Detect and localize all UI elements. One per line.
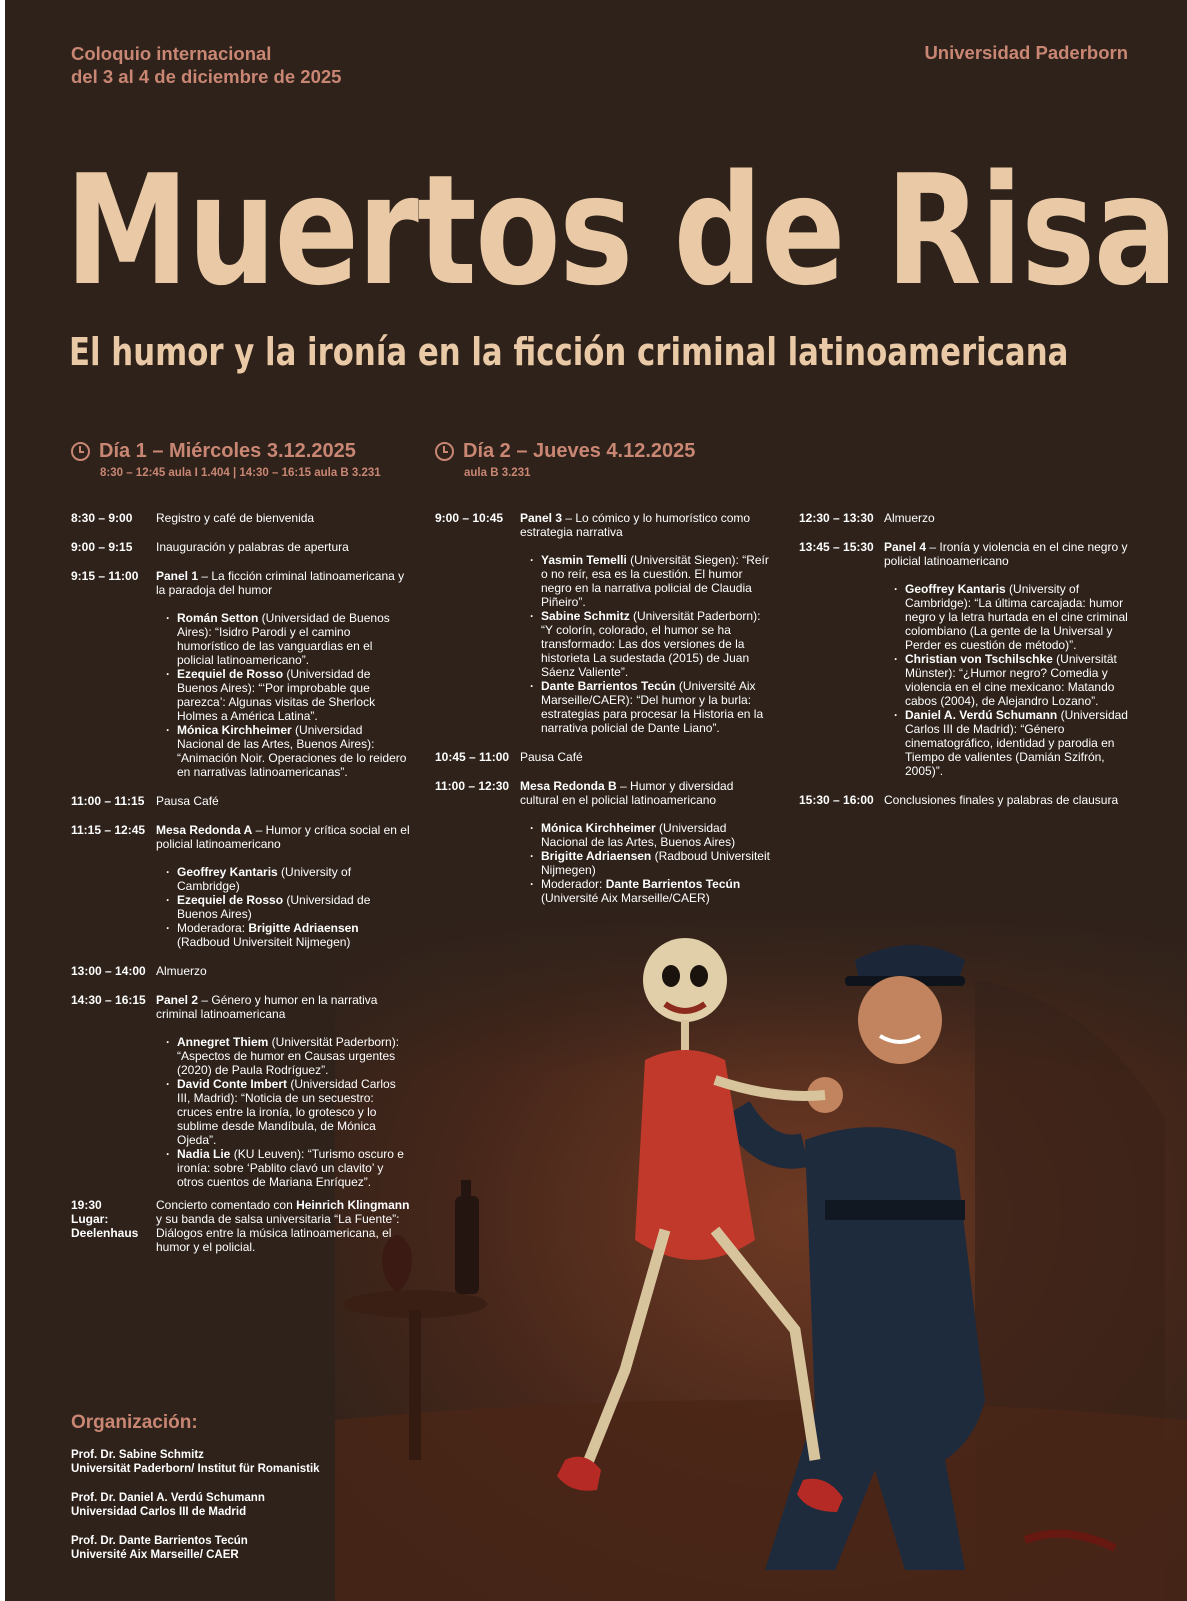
schedule-entry xyxy=(71,993,411,1189)
entry-time: 11:15 – 12:45 xyxy=(71,823,146,837)
speaker-name: Sabine Schmitz xyxy=(541,609,630,623)
speaker-name: Geoffrey Kantaris xyxy=(177,865,278,879)
event-type: Coloquio internacional xyxy=(71,43,272,64)
concert-entry xyxy=(71,1198,411,1269)
speaker-name: Dante Barrientos Tecún xyxy=(605,877,741,891)
entry-session-name: Mesa Redonda B xyxy=(520,779,617,793)
entry-title: Inauguración y palabras de apertura xyxy=(156,540,349,554)
entry-time: 10:45 – 11:00 xyxy=(435,750,510,764)
entry-description xyxy=(156,511,411,525)
entry-title: Registro y café de bienvenida xyxy=(156,511,315,525)
entry-description xyxy=(884,540,1139,778)
entry-session-name: Panel 2 xyxy=(156,993,199,1007)
day2-title: Día 2 – Jueves 4.12.2025 xyxy=(463,440,696,462)
entry-title: – Género y humor en la narrativa criminal latinoamericana xyxy=(156,993,378,1021)
speaker-item xyxy=(530,679,775,735)
speaker-talk: (Universidad Nacional de las Artes, Buenos Aires): “Animación Noir. Operaciones de lo reidero en narrativas latinoamericanas”. xyxy=(177,723,407,779)
speaker-talk: (Radboud Universiteit Nijmegen) xyxy=(177,935,351,949)
day1-rooms: 8:30 – 12:45 aula I 1.404 | 14:30 – 16:15 aula B 3.231 xyxy=(100,467,381,479)
schedule-entry xyxy=(71,794,411,808)
poster-subtitle: El humor y la ironía en la ficción criminal latinoamericana xyxy=(69,330,1069,374)
entry-time: 12:30 – 13:30 xyxy=(799,511,874,525)
speaker-item xyxy=(530,821,775,849)
speaker-talk: (Universidad de Buenos Aires): “Isidro Parodi y el camino humorístico de las vanguardias en el policial latinoamericano”. xyxy=(177,611,390,667)
entry-description xyxy=(520,750,775,764)
poster xyxy=(5,0,1187,1601)
speaker-item xyxy=(166,865,411,893)
speaker-name: Christian von Tschilschke xyxy=(905,652,1053,666)
speaker-list xyxy=(530,821,775,905)
schedule-entry xyxy=(71,569,411,779)
entry-session-name: Mesa Redonda A xyxy=(156,823,253,837)
entry-title: – Lo cómico y lo humorístico como estrategia narrativa xyxy=(520,511,751,539)
speaker-item xyxy=(166,667,411,723)
speaker-item xyxy=(166,1077,411,1147)
speaker-name: Nadia Lie xyxy=(177,1147,231,1161)
poster-title: Muertos de Risa xyxy=(65,142,1177,319)
clock-icon xyxy=(71,442,90,461)
schedule-entry xyxy=(799,540,1139,778)
clock-icon xyxy=(435,442,454,461)
speaker-name: Román Setton xyxy=(177,611,259,625)
speaker-name: Geoffrey Kantaris xyxy=(905,582,1006,596)
organizer: Prof. Dr. Dante Barrientos Tecún Université Aix Marseille/ CAER xyxy=(71,1535,248,1561)
speaker-talk: (Universität Siegen): “Reír o no reír, esa es la cuestión. El humor negro en la narrativa policial de Claudia Piñeiro”. xyxy=(541,553,769,609)
schedule-entry xyxy=(799,511,1139,525)
schedule-entry xyxy=(799,793,1139,807)
speaker-name: Yasmin Temelli xyxy=(541,553,627,567)
schedule-entry xyxy=(71,511,411,525)
speaker-name: Daniel A. Verdú Schumann xyxy=(905,708,1058,722)
speaker-talk: (Universität Münster): “¿Humor negro? Comedia y violencia en el cine mexicano: Matando cabos (2004), de Alejandro Lozano”. xyxy=(905,652,1117,708)
speaker-talk: (University of Cambridge): “La última carcajada: humor negro y la letra hurtada en el cine criminal colombiano (La gente de la Universal y Perder es cuestión de método)”. xyxy=(905,582,1128,652)
entry-time: 9:00 – 9:15 xyxy=(71,540,133,554)
entry-time: 13:00 – 14:00 xyxy=(71,964,146,978)
day1-title: Día 1 – Miércoles 3.12.2025 xyxy=(99,440,356,462)
organization-list xyxy=(71,1448,320,1577)
speaker-name: David Conte Imbert xyxy=(177,1077,288,1091)
organizer: Prof. Dr. Sabine Schmitz Universität Paderborn/ Institut für Romanistik xyxy=(71,1449,320,1475)
entry-title: Pausa Café xyxy=(156,794,219,808)
organizer: Prof. Dr. Daniel A. Verdú Schumann Universidad Carlos III de Madrid xyxy=(71,1492,265,1518)
speaker-talk: (Universidad Carlos III de Madrid): “Género cinematográfico, identidad y parodia en Tiempo de valientes (Damián Szifrón, 2005)”. xyxy=(905,708,1128,778)
entry-description xyxy=(520,779,775,905)
entry-time: 11:00 – 12:30 xyxy=(435,779,510,793)
speaker-talk: (Universidad de Buenos Aires): “‘Por improbable que parezca’: Algunas visitas de Sherlock Holmes a América Latina”. xyxy=(177,667,376,723)
entry-title: – Ironía y violencia en el cine negro y policial latinoamericano xyxy=(884,540,1128,568)
speaker-item xyxy=(530,553,775,609)
event-dates: del 3 al 4 de diciembre de 2025 xyxy=(71,66,342,87)
speaker-item xyxy=(894,582,1139,652)
day2-room: aula B 3.231 xyxy=(464,467,531,479)
speaker-item xyxy=(530,849,775,877)
speaker-name: Annegret Thiem xyxy=(177,1035,269,1049)
speaker-name: Dante Barrientos Tecún xyxy=(541,679,676,693)
entry-session-name: Panel 4 xyxy=(884,540,927,554)
speaker-role: Moderadora: xyxy=(177,921,249,935)
day2-schedule-afternoon xyxy=(799,511,1139,822)
schedule-entry xyxy=(71,540,411,554)
speaker-item xyxy=(166,723,411,779)
entry-title: Pausa Café xyxy=(520,750,583,764)
entry-description xyxy=(156,993,411,1189)
day2-header xyxy=(435,440,695,479)
speaker-list xyxy=(166,865,411,949)
speaker-talk: (Université Aix Marseille/CAER) xyxy=(541,891,710,905)
dancing-skeleton-and-policeman-illustration xyxy=(335,900,1187,1601)
entry-time: 15:30 – 16:00 xyxy=(799,793,874,807)
speaker-talk: (Universidad de Buenos Aires) xyxy=(177,893,371,921)
speaker-item xyxy=(166,921,411,949)
event-info xyxy=(71,42,341,88)
speaker-list xyxy=(166,1035,411,1189)
entry-description xyxy=(156,964,411,978)
university-name: Universidad Paderborn xyxy=(924,42,1128,63)
entry-time: 11:00 – 11:15 xyxy=(71,794,145,808)
speaker-talk: (University of Cambridge) xyxy=(177,865,352,893)
speaker-list xyxy=(894,582,1139,778)
speaker-talk: (Universität Paderborn): “Aspectos de humor en Causas urgentes (2020) de Paula Rodríguez”. xyxy=(177,1035,400,1077)
day2-schedule-morning xyxy=(435,511,775,920)
concert-description: Concierto comentado con Heinrich Klingmann y su banda de salsa universitaria “La Fuente”: Diálogos entre la música latinoamericana, el humor y el policial. xyxy=(156,1198,410,1254)
schedule-entry xyxy=(435,511,775,735)
speaker-name: Mónica Kirchheimer xyxy=(177,723,292,737)
speaker-item xyxy=(894,652,1139,708)
speaker-talk: (Radboud Universiteit Nijmegen) xyxy=(541,849,770,877)
speaker-item xyxy=(894,708,1139,778)
concert-time-place: 19:30 Lugar: Deelenhaus xyxy=(71,1198,139,1240)
entry-session-name: Panel 3 xyxy=(520,511,563,525)
speaker-item xyxy=(166,893,411,921)
schedule-entry xyxy=(435,779,775,905)
entry-description xyxy=(156,794,411,808)
speaker-item xyxy=(166,611,411,667)
entry-title: Almuerzo xyxy=(156,964,207,978)
speaker-name: Brigitte Adriaensen xyxy=(541,849,652,863)
entry-description xyxy=(156,569,411,779)
entry-description xyxy=(884,793,1139,807)
speaker-name: Ezequiel de Rosso xyxy=(177,893,284,907)
speaker-name: Brigitte Adriaensen xyxy=(248,921,359,935)
entry-description xyxy=(156,823,411,949)
day1-schedule xyxy=(71,511,411,1204)
schedule-entry xyxy=(71,964,411,978)
schedule-entry xyxy=(435,750,775,764)
day1-header xyxy=(71,440,381,479)
entry-title: Conclusiones finales y palabras de clausura xyxy=(884,793,1119,807)
speaker-item xyxy=(530,609,775,679)
speaker-talk: (Universität Paderborn): “Y colorín, colorado, el humor se ha transformado: Las dos versiones de la historieta La sudestada (2015) de Juan Sáenz Valiente”. xyxy=(541,609,761,679)
entry-title: – Humor y diversidad cultural en el policial latinoamericano xyxy=(520,779,734,807)
entry-title: – Humor y crítica social en el policial latinoamericano xyxy=(156,823,410,851)
entry-time: 9:15 – 11:00 xyxy=(71,569,139,583)
entry-time: 14:30 – 16:15 xyxy=(71,993,146,1007)
organization-title: Organización: xyxy=(71,1412,198,1433)
entry-time: 8:30 – 9:00 xyxy=(71,511,133,525)
speaker-talk: (Universidad Carlos III, Madrid): “Noticia de un secuestro: cruces entre la ironía, lo grotesco y lo sublime desde Mandíbula, de Mónica Ojeda”. xyxy=(177,1077,396,1147)
entry-time: 13:45 – 15:30 xyxy=(799,540,874,554)
entry-time: 9:00 – 10:45 xyxy=(435,511,504,525)
speaker-item xyxy=(166,1035,411,1077)
speaker-item xyxy=(166,1147,411,1189)
speaker-talk: (Universidad Nacional de las Artes, Buenos Aires) xyxy=(541,821,736,849)
entry-description xyxy=(156,540,411,554)
speaker-talk: (KU Leuven): “Turismo oscuro e ironía: sobre ‘Pablito clavó un clavito’ y otros cuentos de Mariana Enríquez”. xyxy=(177,1147,404,1189)
schedule-entry xyxy=(71,823,411,949)
entry-title: – La ficción criminal latinoamericana y la paradoja del humor xyxy=(156,569,405,597)
speaker-name: Ezequiel de Rosso xyxy=(177,667,284,681)
speaker-list xyxy=(530,553,775,735)
speaker-list xyxy=(166,611,411,779)
speaker-role: Moderador: xyxy=(541,877,606,891)
entry-description xyxy=(884,511,1139,525)
speaker-name: Mónica Kirchheimer xyxy=(541,821,656,835)
speaker-talk: (Université Aix Marseille/CAER): “Del humor y la burla: estrategias para procesar la Historia en la narrativa policial de Dante Liano”. xyxy=(541,679,764,735)
entry-title: Almuerzo xyxy=(884,511,935,525)
entry-session-name: Panel 1 xyxy=(156,569,199,583)
speaker-item xyxy=(530,877,775,905)
entry-description xyxy=(520,511,775,735)
